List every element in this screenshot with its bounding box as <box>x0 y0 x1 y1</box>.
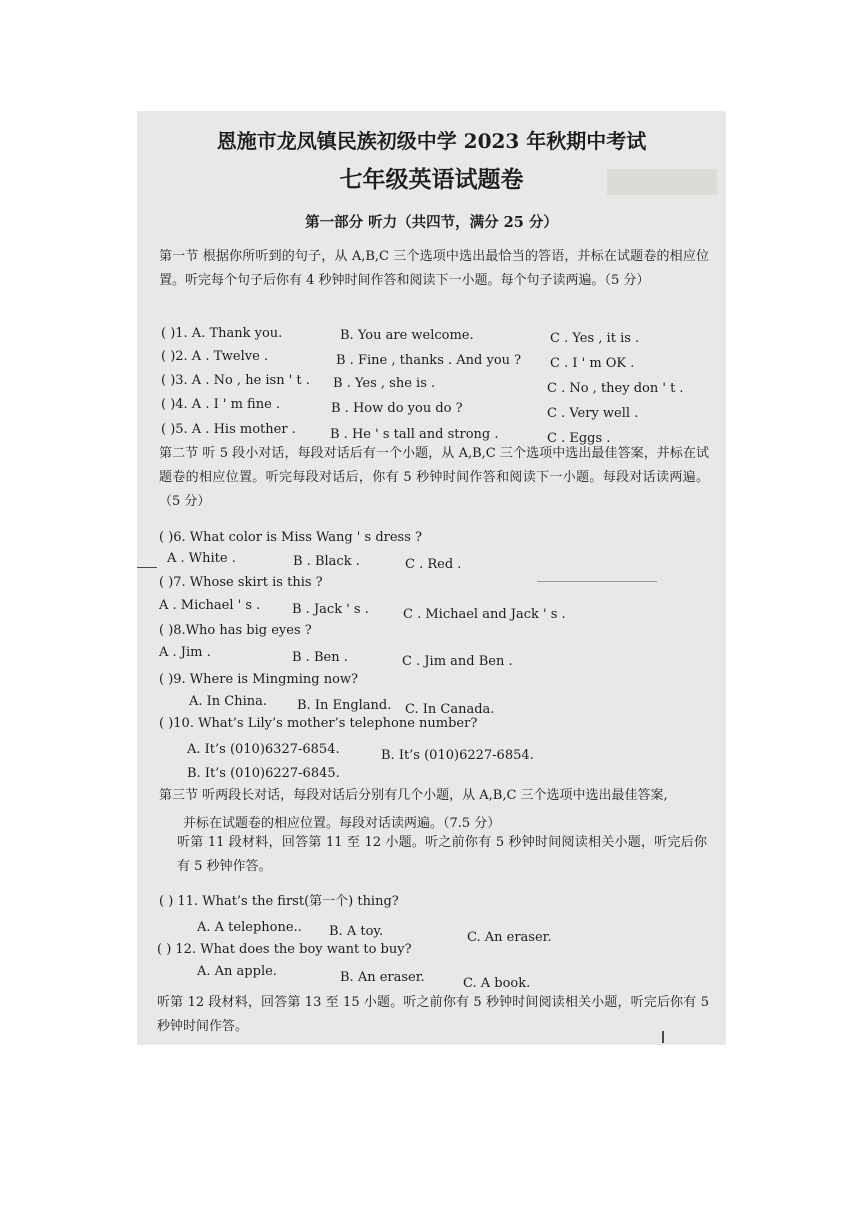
question-12: ( ) 12. What does the boy want to buy? <box>157 942 412 957</box>
material-11-instructions: 听第 11 段材料，回答第 11 至 12 小题。听之前你有 5 秒钟时间阅读相关小题，听完后你有 5 秒钟作答。 <box>177 835 707 874</box>
q10-option-b: B. It’s (010)6227-6854. <box>381 748 534 763</box>
section2-instructions: 第二节 听 5 段小对话，每段对话后有一个小题，从 A,B,C 三个选项中选出最佳答案，并标在试题卷的相应位置。听完每段对话后，你有 5 秒钟时间作答和阅读下一小题。每段对话读两遍。（5 分） <box>159 446 709 509</box>
q7-option-c: C . Michael and Jack ' s . <box>403 607 566 622</box>
question-4: ( )4. A . I ' m fine . <box>161 397 281 412</box>
q12-option-a: A. An apple. <box>197 964 277 979</box>
q8-option-c: C . Jim and Ben . <box>402 654 513 669</box>
question-1: ( )1. A. Thank you. <box>161 326 283 341</box>
q2-option-b: B . Fine , thanks . And you ? <box>336 353 522 368</box>
question-10: ( )10. What’s Lily’s mother’s telephone number? <box>159 716 478 731</box>
q1-option-c: C . Yes , it is . <box>550 331 640 346</box>
question-5: ( )5. A . His mother . <box>161 422 296 437</box>
q3-option-c: C . No , they don ' t . <box>547 381 684 396</box>
q1-option-b: B. You are welcome. <box>340 328 474 343</box>
q11-option-b: B. A toy. <box>329 924 384 939</box>
q4-option-c: C . Very well . <box>547 406 639 421</box>
q6-option-a: A . White . <box>167 551 236 566</box>
question-8: ( )8.Who has big eyes ? <box>159 623 312 638</box>
q3-option-b: B . Yes , she is . <box>333 376 436 391</box>
scan-mark <box>537 581 657 582</box>
scan-mark <box>662 1031 664 1043</box>
q5-option-c: C . Eggs . <box>547 431 611 446</box>
q10-option-c: B. It’s (010)6227-6845. <box>187 766 340 781</box>
q6-option-c: C . Red . <box>405 557 462 572</box>
question-11: ( ) 11. What’s the first(第一个) thing? <box>159 894 399 909</box>
q12-option-b: B. An eraser. <box>340 970 425 985</box>
question-9: ( )9. Where is Mingming now? <box>159 672 359 687</box>
school-title: 恩施市龙凤镇民族初级中学 2023 年秋期中考试 <box>216 129 647 153</box>
section1-instructions: 第一节 根据你所听到的句子，从 A,B,C 三个选项中选出最恰当的答语，并标在试题卷的相应位置。听完每个句子后你有 4 秒钟时间作答和阅读下一小题。每个句子读两遍。（5 分） <box>159 249 709 288</box>
q7-option-a: A . Michael ' s . <box>159 598 261 613</box>
scan-mark <box>137 567 157 568</box>
material-12-instructions: 听第 12 段材料，回答第 13 至 15 小题。听之前你有 5 秒钟时间阅读相关小题，听完后你有 5 秒钟时间作答。 <box>157 995 709 1034</box>
q7-option-b: B . Jack ' s . <box>292 602 369 617</box>
q6-option-b: B . Black . <box>293 554 360 569</box>
q12-option-c: C. A book. <box>463 976 531 991</box>
q9-option-c: C. In Canada. <box>405 702 495 717</box>
question-2: ( )2. A . Twelve . <box>161 349 269 364</box>
paper-title: 七年级英语试题卷 <box>339 166 524 193</box>
question-6: ( )6. What color is Miss Wang ' s dress ? <box>159 530 422 545</box>
question-3: ( )3. A . No , he isn ' t . <box>161 373 310 388</box>
part1-title: 第一部分 听力（共四节，满分 25 分） <box>305 214 558 231</box>
question-7: ( )7. Whose skirt is this ? <box>159 575 323 590</box>
q5-option-b: B . He ' s tall and strong . <box>330 427 499 442</box>
q2-option-c: C . I ' m OK . <box>550 356 635 371</box>
q4-option-b: B . How do you do ? <box>331 401 463 416</box>
section3-instructions-line1: 第三节 听两段长对话，每段对话后分别有几个小题，从 A,B,C 三个选项中选出最佳答案, <box>159 788 668 803</box>
exam-paper <box>137 111 726 1045</box>
q8-option-b: B . Ben . <box>292 650 348 665</box>
q9-option-a: A. In China. <box>189 694 268 709</box>
q10-option-a: A. It’s (010)6327-6854. <box>187 742 340 757</box>
q8-option-a: A . Jim . <box>159 645 211 660</box>
q11-option-a: A. A telephone.. <box>197 920 302 935</box>
q11-option-c: C. An eraser. <box>467 930 552 945</box>
section3-instructions-line2: 并标在试题卷的相应位置。每段对话读两遍。（7.5 分） <box>183 816 501 831</box>
q9-option-b: B. In England. <box>297 698 392 713</box>
